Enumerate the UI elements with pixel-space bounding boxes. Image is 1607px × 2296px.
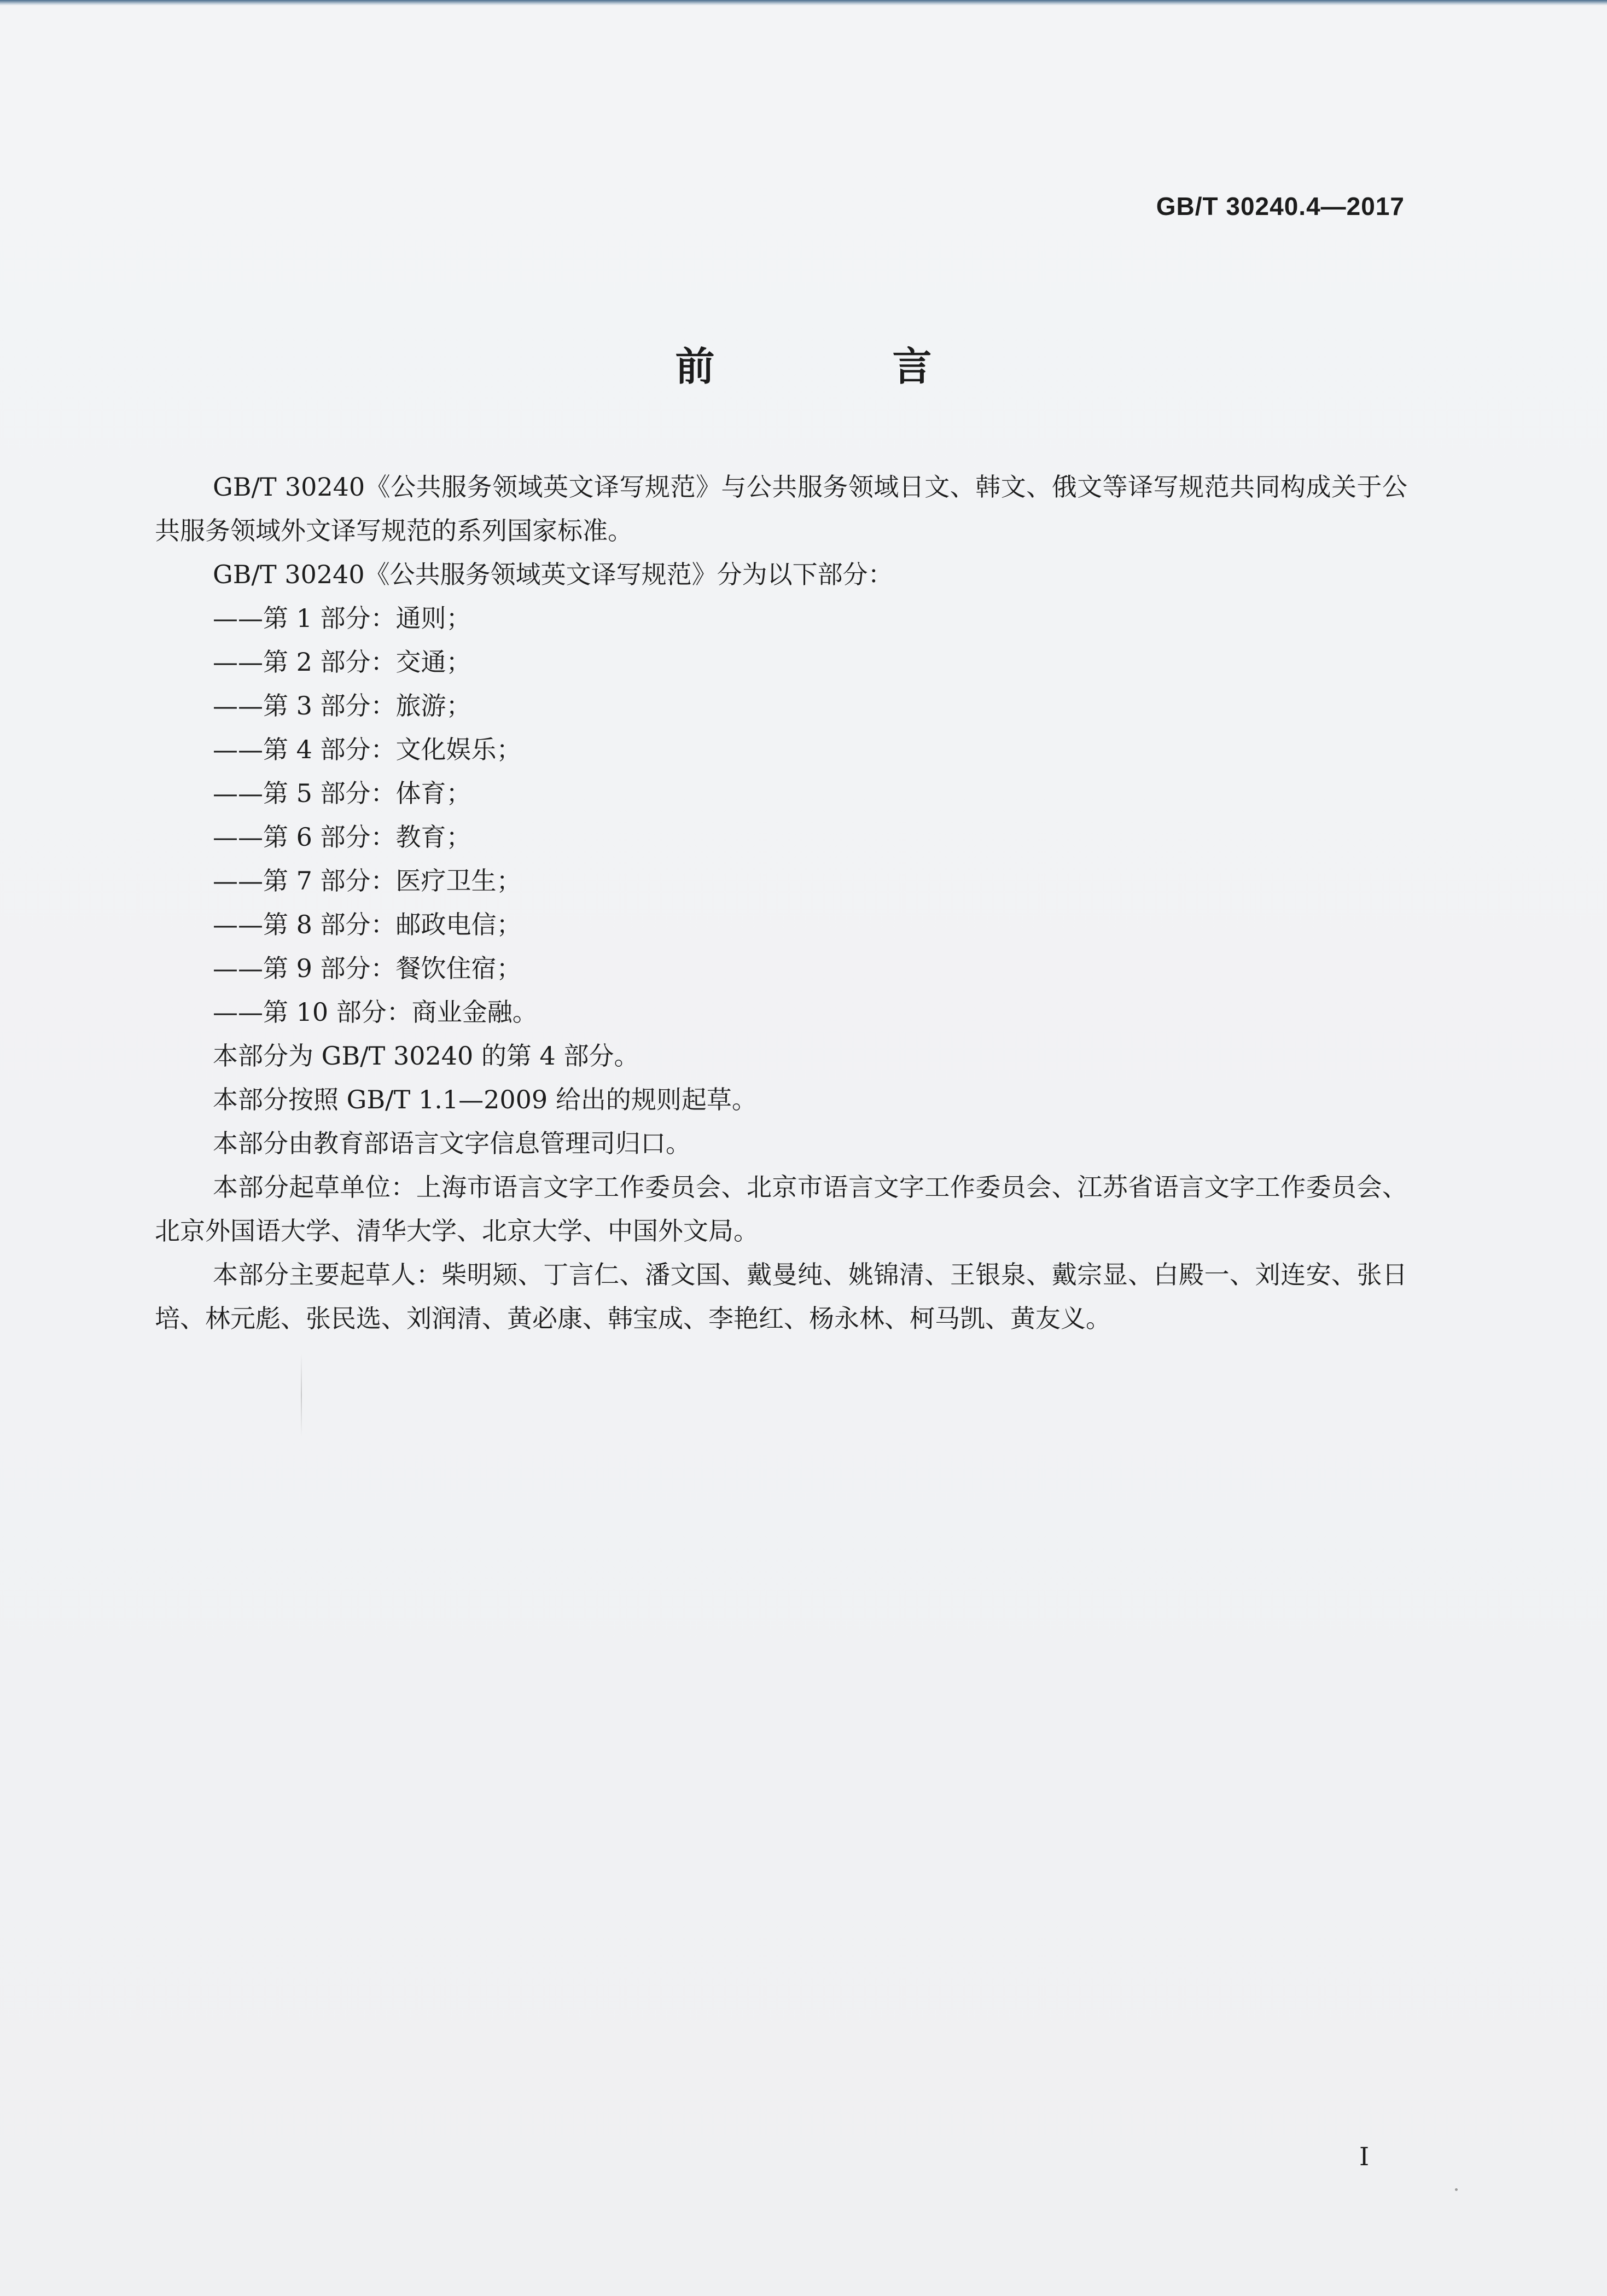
scan-artifact-line: [301, 1354, 302, 1436]
intro-paragraph: GB/T 30240《公共服务领域英文译写规范》与公共服务领域日文、韩文、俄文等译写规范共同构成关于公共服务领域外文译写规范的系列国家标准。: [155, 472, 1407, 545]
drafting-units-paragraph: 本部分起草单位：上海市语言文字工作委员会、北京市语言文字工作委员会、江苏省语言文字工作委员会、北京外国语大学、清华大学、北京大学、中国外文局。: [155, 1172, 1407, 1246]
drafters-paragraph: 本部分主要起草人：柴明颎、丁言仁、潘文国、戴曼纯、姚锦清、王银泉、戴宗显、白殿一、刘连安、张日培、林元彪、张民选、刘润清、黄必康、韩宝成、李艳红、杨永林、柯马凯、黄友义。: [155, 1260, 1407, 1333]
list-item: ——第 9 部分：餐饮住宿；: [213, 954, 522, 983]
administration-paragraph: 本部分由教育部语言文字信息管理司归口。: [213, 1129, 691, 1158]
list-item: ——第 7 部分：医疗卫生；: [213, 866, 522, 896]
part-statement-paragraph: 本部分为 GB/T 30240 的第 4 部分。: [213, 1041, 639, 1071]
list-item: ——第 4 部分：文化娱乐；: [213, 735, 522, 764]
list-item: ——第 10 部分：商业金融。: [213, 997, 538, 1027]
scan-artifact-dot: [1455, 2188, 1458, 2191]
list-item: ——第 2 部分：交通；: [213, 647, 471, 677]
drafting-rules-paragraph: 本部分按照 GB/T 1.1—2009 给出的规则起草。: [213, 1085, 757, 1114]
list-item: ——第 5 部分：体育；: [213, 778, 471, 808]
page-number: I: [1359, 2142, 1370, 2171]
parts-intro-paragraph: GB/T 30240《公共服务领域英文译写规范》分为以下部分：: [213, 560, 893, 589]
list-item: ——第 8 部分：邮政电信；: [213, 910, 522, 939]
foreword-body: [155, 465, 1407, 1340]
list-item: ——第 1 部分：通则；: [213, 603, 471, 633]
section-title: 前 言: [675, 344, 1014, 390]
list-item: ——第 6 部分：教育；: [213, 822, 471, 852]
list-item: ——第 3 部分：旅游；: [213, 691, 471, 720]
standard-number: GB/T 30240.4—2017: [1156, 192, 1405, 220]
scan-top-edge: [0, 0, 1607, 5]
